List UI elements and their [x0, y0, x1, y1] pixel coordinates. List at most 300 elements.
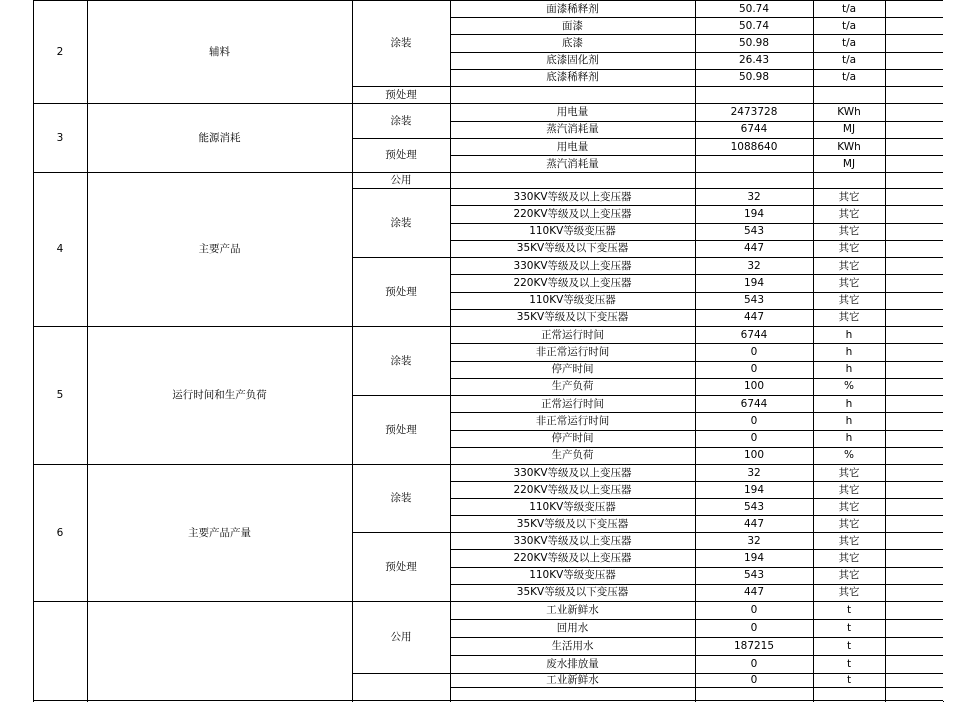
item-unit: h — [845, 345, 853, 358]
item-unit: t/a — [841, 2, 857, 15]
item-unit: 其它 — [838, 534, 860, 547]
item-name: 回用水 — [556, 622, 589, 634]
column-border — [885, 138, 886, 156]
column-border — [450, 121, 451, 139]
column-border — [87, 326, 88, 465]
subrow-border — [450, 361, 944, 362]
column-border — [695, 447, 696, 465]
item-name: 面漆 — [562, 19, 583, 32]
column-border — [885, 481, 886, 499]
subrow-border — [450, 447, 944, 448]
column-border — [813, 412, 814, 431]
column-border — [352, 172, 353, 327]
subrow-border — [450, 378, 944, 379]
column-border — [695, 395, 696, 413]
column-border — [450, 395, 451, 413]
column-border — [695, 673, 696, 688]
column-border — [695, 155, 696, 173]
column-border — [885, 223, 886, 241]
item-name: 废水排放量 — [546, 658, 599, 670]
row-category: 能源消耗 — [198, 131, 241, 144]
column-border — [450, 619, 451, 638]
item-unit: 其它 — [838, 483, 860, 496]
column-border — [813, 326, 814, 344]
column-border — [695, 361, 696, 379]
row-category: 主要产品 — [198, 243, 241, 255]
column-border — [450, 481, 451, 499]
column-border — [813, 205, 814, 224]
column-border — [813, 481, 814, 499]
item-name: 底漆固化剂 — [546, 54, 599, 67]
item-value: 50.74 — [738, 2, 770, 15]
column-border — [695, 378, 696, 396]
column-border — [450, 326, 451, 344]
column-border — [695, 138, 696, 156]
subrow-border — [450, 155, 944, 156]
item-unit: 其它 — [838, 294, 860, 307]
item-unit: h — [845, 397, 853, 410]
row-number: 3 — [56, 131, 64, 144]
section-border — [352, 172, 944, 173]
row-category: 辅料 — [209, 45, 230, 58]
column-border — [813, 447, 814, 465]
section-label: 预处理 — [385, 423, 417, 436]
item-value: 26.43 — [738, 54, 770, 67]
item-value: 0 — [750, 363, 758, 376]
column-border — [695, 257, 696, 275]
item-value: 100 — [743, 449, 765, 462]
column-border — [450, 515, 451, 533]
item-name: 110KV等级变压器 — [529, 225, 616, 238]
column-border — [695, 172, 696, 189]
item-name: 生活用水 — [551, 640, 594, 652]
column-border — [352, 0, 353, 104]
column-border — [885, 464, 886, 482]
column-border — [813, 515, 814, 533]
column-border — [87, 172, 88, 327]
column-border — [885, 532, 886, 550]
column-border — [450, 86, 451, 104]
item-unit: 其它 — [838, 225, 860, 238]
column-border — [813, 549, 814, 568]
column-border — [885, 103, 886, 122]
column-border — [450, 274, 451, 293]
item-value: 0 — [750, 622, 758, 634]
item-name: 蒸汽消耗量 — [546, 123, 599, 136]
column-border — [813, 257, 814, 275]
column-border — [87, 601, 88, 702]
item-name: 用电量 — [556, 105, 589, 118]
column-border — [813, 430, 814, 448]
item-unit: 其它 — [838, 569, 860, 582]
subrow-border — [450, 412, 944, 413]
item-value: 194 — [743, 276, 765, 289]
section-label: 公用 — [390, 174, 412, 186]
item-unit: 其它 — [838, 242, 860, 255]
item-value: 1088640 — [730, 140, 778, 153]
item-value: 447 — [743, 242, 765, 255]
item-unit: t/a — [841, 37, 857, 49]
item-unit: MJ — [842, 157, 856, 170]
item-unit: 其它 — [838, 586, 860, 599]
subrow-border — [450, 687, 944, 688]
column-border — [813, 655, 814, 674]
column-border — [885, 69, 886, 87]
column-border — [885, 274, 886, 293]
column-border — [450, 292, 451, 310]
column-border — [87, 464, 88, 602]
column-border — [813, 103, 814, 122]
column-border — [885, 412, 886, 431]
item-value: 447 — [743, 517, 765, 530]
column-border — [885, 361, 886, 379]
column-border — [450, 532, 451, 550]
item-unit: 其它 — [838, 207, 860, 220]
item-value: 32 — [747, 259, 761, 272]
section-border — [352, 86, 944, 87]
column-border — [450, 138, 451, 156]
item-value: 447 — [743, 311, 765, 324]
column-border — [885, 240, 886, 258]
item-name: 非正常运行时间 — [535, 414, 610, 427]
section-border — [352, 326, 944, 327]
item-value: 6744 — [740, 397, 768, 410]
column-border — [813, 274, 814, 293]
item-value: 0 — [750, 674, 758, 686]
item-unit: 其它 — [838, 517, 860, 530]
item-value: 32 — [747, 534, 761, 547]
column-border — [885, 673, 886, 688]
subrow-border — [450, 205, 944, 206]
column-border — [695, 223, 696, 241]
column-border — [450, 498, 451, 516]
item-name: 正常运行时间 — [541, 328, 604, 341]
subrow-border — [450, 69, 944, 70]
column-border — [695, 430, 696, 448]
item-value: 0 — [750, 604, 758, 616]
column-border — [813, 188, 814, 206]
column-border — [695, 655, 696, 674]
section-label: 预处理 — [385, 149, 417, 161]
column-border — [450, 0, 451, 18]
row-number: 2 — [56, 45, 64, 58]
column-border — [813, 138, 814, 156]
item-name: 330KV等级及以上变压器 — [513, 190, 632, 203]
item-name: 停产时间 — [551, 432, 594, 445]
item-name: 35KV等级及以下变压器 — [516, 242, 629, 255]
column-border — [885, 257, 886, 275]
column-border — [695, 343, 696, 362]
column-border — [695, 619, 696, 638]
subrow-border — [450, 567, 944, 568]
item-name: 底漆稀释剂 — [546, 71, 599, 84]
section-label: 预处理 — [385, 88, 417, 101]
column-border — [695, 69, 696, 87]
column-border — [87, 0, 88, 104]
column-border — [450, 172, 451, 189]
column-border — [695, 52, 696, 70]
item-value: 0 — [750, 432, 758, 445]
table-left-border — [33, 103, 34, 173]
column-border — [813, 223, 814, 241]
row-number: 5 — [56, 389, 64, 401]
column-border — [885, 637, 886, 656]
column-border — [885, 549, 886, 568]
column-border — [813, 584, 814, 602]
item-value: 543 — [743, 569, 765, 582]
item-value: 543 — [743, 225, 765, 238]
row-number: 6 — [56, 526, 64, 539]
column-border — [885, 430, 886, 448]
column-border — [695, 274, 696, 293]
column-border — [813, 464, 814, 482]
item-name: 330KV等级及以上变压器 — [513, 466, 632, 479]
subrow-border — [450, 223, 944, 224]
item-value: 0 — [750, 658, 758, 670]
item-name: 220KV等级及以上变压器 — [513, 207, 632, 220]
row-number: 4 — [56, 243, 64, 255]
column-border — [450, 155, 451, 173]
section-label: 涂装 — [390, 216, 412, 229]
item-unit: t/a — [841, 71, 857, 84]
table-left-border — [33, 172, 34, 327]
column-border — [450, 549, 451, 568]
section-label: 涂装 — [390, 492, 412, 504]
item-value: 447 — [743, 586, 765, 599]
column-border — [695, 549, 696, 568]
item-unit: 其它 — [838, 276, 860, 289]
section-label: 涂装 — [390, 37, 412, 49]
item-value: 32 — [747, 466, 761, 479]
item-name: 220KV等级及以上变压器 — [513, 276, 632, 289]
item-name: 工业新鲜水 — [546, 604, 599, 616]
data-table — [33, 0, 943, 701]
item-value: 100 — [743, 380, 765, 393]
column-border — [695, 34, 696, 53]
column-border — [450, 584, 451, 602]
subrow-border — [450, 549, 944, 550]
column-border — [813, 498, 814, 516]
column-border — [885, 498, 886, 516]
item-unit: t/a — [841, 19, 857, 32]
column-border — [885, 292, 886, 310]
column-border — [450, 103, 451, 122]
subrow-border — [450, 655, 944, 656]
item-unit: t/a — [841, 54, 857, 67]
subrow-border — [450, 121, 944, 122]
item-value: 187215 — [733, 640, 775, 652]
item-name: 35KV等级及以下变压器 — [516, 311, 629, 324]
column-border — [450, 655, 451, 674]
subrow-border — [450, 52, 944, 53]
column-border — [885, 515, 886, 533]
item-name: 工业新鲜水 — [546, 674, 599, 686]
column-border — [885, 395, 886, 413]
item-unit: % — [844, 380, 854, 393]
column-border — [695, 601, 696, 620]
item-value: 6744 — [740, 123, 768, 136]
row-category: 主要产品产量 — [188, 526, 251, 539]
column-border — [885, 378, 886, 396]
column-border — [695, 86, 696, 104]
subrow-border — [450, 343, 944, 344]
section-border — [352, 601, 944, 602]
section-label: 预处理 — [385, 285, 417, 298]
column-border — [695, 515, 696, 533]
item-name: 生产负荷 — [551, 449, 594, 462]
column-border — [695, 121, 696, 139]
column-border — [813, 52, 814, 70]
item-value: 32 — [747, 190, 761, 203]
column-border — [695, 0, 696, 18]
column-border — [450, 223, 451, 241]
column-border — [813, 121, 814, 139]
item-unit: 其它 — [838, 466, 860, 479]
subrow-border — [450, 274, 944, 275]
column-border — [885, 655, 886, 674]
column-border — [885, 205, 886, 224]
column-border — [885, 121, 886, 139]
column-border — [695, 17, 696, 35]
column-border — [450, 240, 451, 258]
subrow-border — [450, 17, 944, 18]
subrow-border — [450, 430, 944, 431]
item-name: 面漆稀释剂 — [546, 2, 599, 15]
column-border — [450, 447, 451, 465]
column-border — [813, 172, 814, 189]
column-border — [885, 155, 886, 173]
column-border — [885, 326, 886, 344]
column-border — [885, 309, 886, 327]
column-border — [813, 240, 814, 258]
item-name: 非正常运行时间 — [535, 345, 610, 358]
item-name: 停产时间 — [551, 363, 594, 376]
subrow-border — [450, 34, 944, 35]
column-border — [695, 103, 696, 122]
item-unit: h — [845, 363, 853, 376]
column-border — [813, 155, 814, 173]
item-name: 110KV等级变压器 — [529, 569, 616, 582]
column-border — [885, 52, 886, 70]
column-border — [695, 498, 696, 516]
item-unit: 其它 — [838, 551, 860, 564]
item-unit: h — [845, 432, 853, 445]
column-border — [885, 17, 886, 35]
column-border — [352, 601, 353, 702]
column-border — [352, 464, 353, 602]
row-category: 运行时间和生产负荷 — [172, 389, 267, 401]
item-name: 220KV等级及以上变压器 — [513, 551, 632, 564]
subrow-border — [450, 292, 944, 293]
column-border — [885, 619, 886, 638]
item-unit: h — [845, 328, 853, 341]
item-value: 50.98 — [738, 37, 770, 49]
column-border — [695, 240, 696, 258]
column-border — [450, 69, 451, 87]
column-border — [885, 86, 886, 104]
section-label: 预处理 — [385, 560, 417, 573]
column-border — [885, 567, 886, 585]
table-left-border — [33, 464, 34, 602]
column-border — [885, 172, 886, 189]
column-border — [813, 309, 814, 327]
item-name: 35KV等级及以下变压器 — [516, 586, 629, 599]
column-border — [695, 481, 696, 499]
item-name: 底漆 — [562, 37, 583, 49]
column-border — [813, 567, 814, 585]
item-value: 50.98 — [738, 71, 770, 84]
column-border — [450, 378, 451, 396]
item-unit: % — [844, 449, 854, 462]
subrow-border — [450, 637, 944, 638]
column-border — [885, 584, 886, 602]
item-name: 蒸汽消耗量 — [546, 157, 599, 170]
column-border — [885, 0, 886, 18]
column-border — [885, 34, 886, 53]
column-border — [695, 637, 696, 656]
subrow-border — [450, 498, 944, 499]
column-border — [813, 378, 814, 396]
column-border — [450, 567, 451, 585]
column-border — [450, 309, 451, 327]
item-unit: h — [845, 414, 853, 427]
item-value: 50.74 — [738, 19, 770, 32]
column-border — [695, 412, 696, 431]
item-unit: MJ — [842, 123, 856, 136]
column-border — [87, 103, 88, 173]
column-border — [450, 601, 451, 620]
column-border — [813, 0, 814, 18]
column-border — [450, 637, 451, 656]
column-border — [813, 292, 814, 310]
column-border — [813, 673, 814, 688]
column-border — [450, 430, 451, 448]
item-unit: KWh — [837, 140, 861, 153]
column-border — [695, 567, 696, 585]
item-value: 194 — [743, 483, 765, 496]
column-border — [885, 188, 886, 206]
item-unit: 其它 — [838, 259, 860, 272]
column-border — [813, 343, 814, 362]
section-border — [352, 673, 944, 674]
item-name: 110KV等级变压器 — [529, 500, 616, 513]
column-border — [450, 205, 451, 224]
item-value: 6744 — [740, 328, 768, 341]
item-name: 35KV等级及以下变压器 — [516, 517, 629, 530]
column-border — [450, 361, 451, 379]
item-name: 110KV等级变压器 — [529, 294, 616, 307]
item-value: 2473728 — [730, 105, 778, 118]
item-value: 194 — [743, 551, 765, 564]
section-label: 涂装 — [390, 114, 412, 127]
item-value: 543 — [743, 294, 765, 307]
column-border — [695, 584, 696, 602]
subrow-border — [450, 619, 944, 620]
section-label: 涂装 — [390, 354, 412, 367]
item-unit: 其它 — [838, 500, 860, 513]
column-border — [450, 412, 451, 431]
column-border — [695, 464, 696, 482]
column-border — [695, 326, 696, 344]
column-border — [450, 257, 451, 275]
section-label: 公用 — [390, 631, 412, 643]
column-border — [813, 395, 814, 413]
column-border — [450, 673, 451, 688]
item-value: 543 — [743, 500, 765, 513]
item-value: 0 — [750, 345, 758, 358]
item-name: 用电量 — [556, 140, 589, 153]
column-border — [813, 17, 814, 35]
